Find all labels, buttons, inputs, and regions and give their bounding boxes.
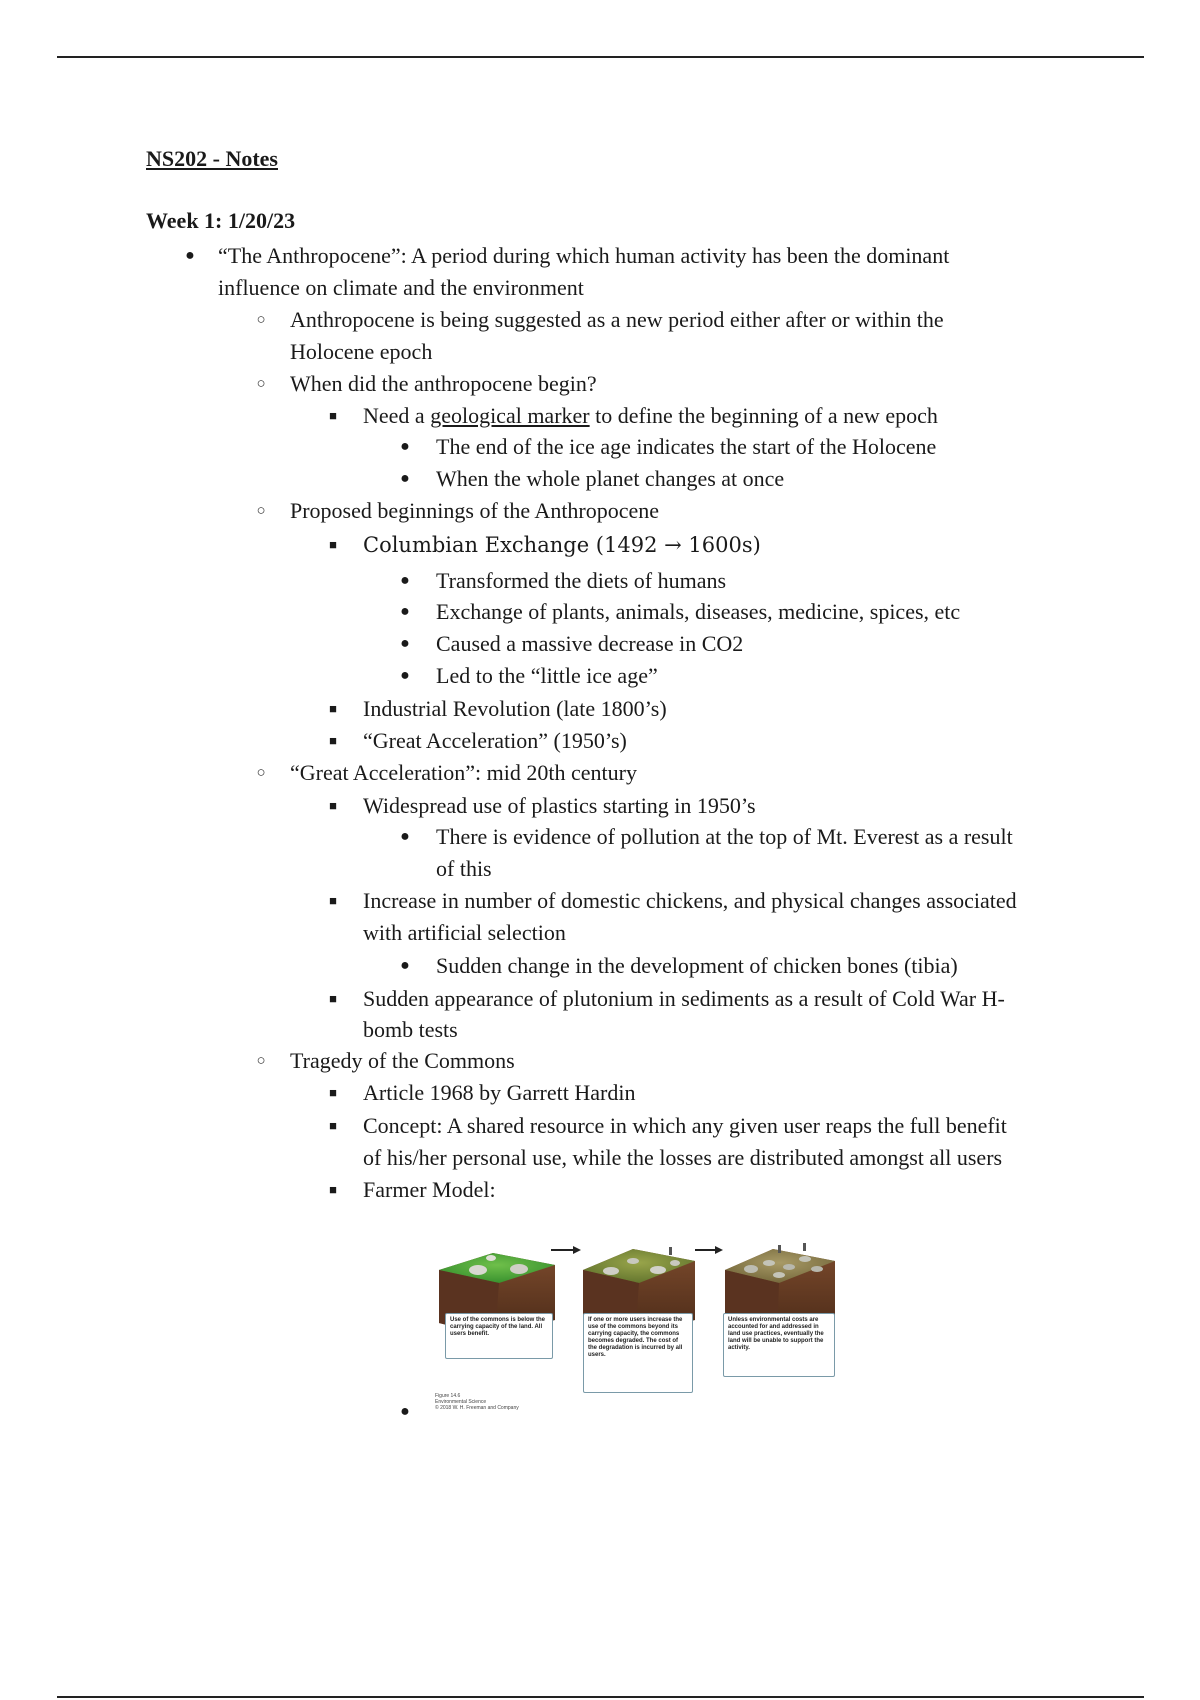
- note-line: “The Anthropocene”: A period during which human activity has been the dominant: [218, 243, 950, 268]
- bullet-disc: ●: [400, 603, 410, 620]
- note-line: Exchange of plants, animals, diseases, medicine, spices, etc: [436, 599, 961, 624]
- note-line: Industrial Revolution (late 1800’s): [363, 696, 667, 721]
- figure-credit: [435, 1393, 519, 1411]
- note-line: [363, 401, 938, 431]
- arrow-right-icon: [551, 1246, 581, 1254]
- bullet-square: ■: [329, 798, 337, 813]
- note-line: Holocene epoch: [290, 339, 433, 364]
- note-line: “Great Acceleration” (1950’s): [363, 728, 627, 753]
- note-line: Proposed beginnings of the Anthropocene: [290, 498, 660, 523]
- note-line: Increase in number of domestic chickens, and physical changes associated: [363, 888, 1017, 913]
- note-line: Led to the “little ice age”: [436, 663, 658, 688]
- note-line: Sudden appearance of plutonium in sediments as a result of Cold War H-: [363, 986, 1005, 1011]
- top-rule: [57, 56, 1144, 58]
- bullet-square: ■: [329, 1085, 337, 1100]
- bullet-circle: ○: [256, 376, 266, 392]
- note-line: Sudden change in the development of chicken bones (tibia): [436, 953, 958, 978]
- bullet-circle: ○: [256, 1053, 266, 1069]
- note-line: Widespread use of plastics starting in 1950’s: [363, 793, 756, 818]
- underlined-term: geological marker: [430, 403, 590, 428]
- bullet-disc: ●: [400, 828, 410, 845]
- note-line: Concept: A shared resource in which any given user reaps the full benefit: [363, 1113, 1007, 1138]
- figure-caption-2: If one or more users increase the use of the commons beyond its carrying capacity, the commons becomes degraded. The cost of the degradation is incurred by all users.: [583, 1313, 693, 1393]
- note-line: The end of the ice age indicates the start of the Holocene: [436, 434, 937, 459]
- bullet-disc: ●: [400, 470, 410, 487]
- bullet-square: ■: [329, 733, 337, 748]
- figure-caption-3: Unless environmental costs are accounted for and addressed in land use practices, eventually the land will be unable to support the activity.: [723, 1313, 835, 1377]
- bullet-square: ■: [329, 893, 337, 908]
- note-text: to define the beginning of a new epoch: [589, 403, 938, 428]
- note-line: Caused a massive decrease in CO2: [436, 631, 744, 656]
- farmer-model-figure: [433, 1225, 873, 1420]
- bullet-square: ■: [329, 1118, 337, 1133]
- bullet-square: ■: [329, 537, 337, 552]
- note-line: When did the anthropocene begin?: [290, 371, 597, 396]
- note-line: influence on climate and the environment: [218, 275, 584, 300]
- bullet-square: ■: [329, 408, 337, 423]
- bullet-disc: ●: [400, 635, 410, 652]
- arrow-right-icon: [695, 1246, 723, 1254]
- note-line: Article 1968 by Garrett Hardin: [363, 1080, 636, 1105]
- note-line: Transformed the diets of humans: [436, 568, 727, 593]
- bullet-circle: ○: [256, 312, 266, 328]
- note-line: When the whole planet changes at once: [436, 466, 785, 491]
- bullet-disc: ●: [185, 247, 195, 264]
- note-line: of his/her personal use, while the losses are distributed amongst all users: [363, 1145, 1003, 1170]
- figure-credit-line: Environmental Science: [435, 1399, 487, 1405]
- note-line: Tragedy of the Commons: [290, 1048, 515, 1073]
- figure-credit-line: © 2018 W. H. Freeman and Company: [435, 1405, 519, 1411]
- bullet-circle: ○: [256, 765, 266, 781]
- bullet-square: ■: [329, 701, 337, 716]
- bullet-disc: ●: [400, 572, 410, 589]
- week-heading: Week 1: 1/20/23: [146, 208, 296, 233]
- bottom-rule: [57, 1696, 1144, 1698]
- note-line: Columbian Exchange (1492 → 1600s): [363, 533, 761, 557]
- note-line: with artificial selection: [363, 920, 566, 945]
- figure-credit-line: Figure 14.6: [435, 1393, 461, 1399]
- figure-caption-1: Use of the commons is below the carrying capacity of the land. All users benefit.: [445, 1313, 553, 1359]
- bullet-disc: ●: [400, 1403, 410, 1420]
- bullet-disc: ●: [400, 667, 410, 684]
- note-text: Need a: [363, 403, 431, 428]
- note-line: bomb tests: [363, 1017, 458, 1042]
- note-line: of this: [436, 856, 492, 881]
- bullet-square: ■: [329, 991, 337, 1006]
- note-line: Anthropocene is being suggested as a new period either after or within the: [290, 307, 944, 332]
- note-line: “Great Acceleration”: mid 20th century: [290, 760, 637, 785]
- bullet-disc: ●: [400, 438, 410, 455]
- bullet-disc: ●: [400, 957, 410, 974]
- bullet-circle: ○: [256, 503, 266, 519]
- page-title: NS202 - Notes: [146, 146, 278, 171]
- bullet-square: ■: [329, 1182, 337, 1197]
- note-line: There is evidence of pollution at the top of Mt. Everest as a result: [436, 824, 1013, 849]
- note-line: Farmer Model:: [363, 1177, 496, 1202]
